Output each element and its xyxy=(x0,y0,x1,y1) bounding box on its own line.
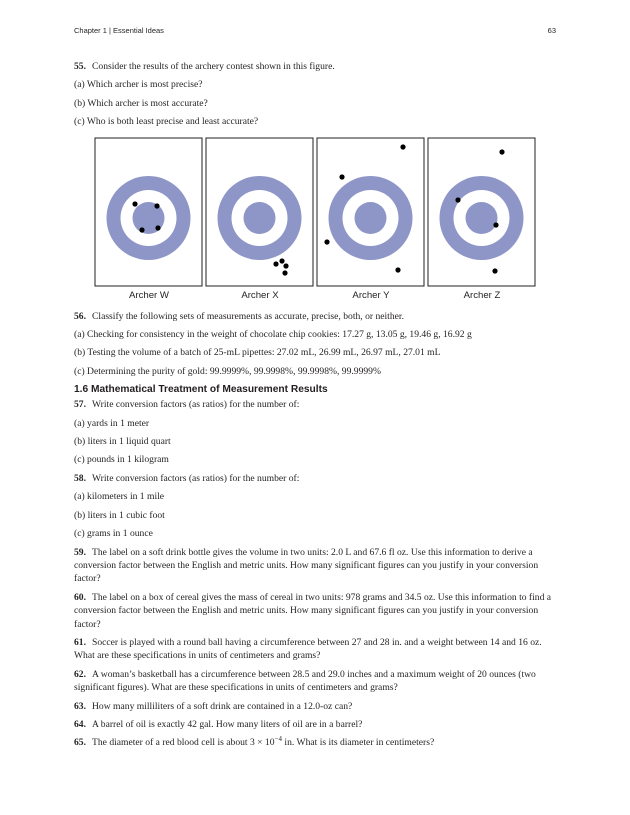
arrow-hit xyxy=(139,227,144,232)
arrow-hit xyxy=(273,261,278,266)
question-text: Write conversion factors (as ratios) for the number of: xyxy=(92,472,300,484)
arrow-hit xyxy=(154,203,159,208)
arrow-hit xyxy=(283,263,288,268)
archery-targets-figure xyxy=(74,134,557,306)
archer-w-label: Archer W xyxy=(129,289,169,301)
target-archer-x xyxy=(206,138,313,286)
arrow-hit xyxy=(132,201,137,206)
arrow-hit xyxy=(493,222,498,227)
question-part-a: (a) Which archer is most precise? xyxy=(74,79,203,91)
target-archer-z xyxy=(428,138,535,286)
arrow-hit xyxy=(282,270,287,275)
arrow-hit xyxy=(455,197,460,202)
question-60 xyxy=(74,591,557,631)
archery-targets-svg xyxy=(74,134,557,306)
arrow-hit xyxy=(324,239,329,244)
question-text: How many milliliters of a soft drink are contained in a 12.0-oz can? xyxy=(92,700,353,712)
question-text: Classify the following sets of measurements as accurate, precise, both, or neither. xyxy=(92,310,404,322)
question-62 xyxy=(74,668,557,695)
arrow-hit xyxy=(395,267,400,272)
question-number: 56. xyxy=(74,310,86,322)
question-57 xyxy=(74,398,557,411)
question-text: A woman’s basketball has a circumference between 28.5 and 29.0 inches and a maximum weight of 20 ounces (two significant figures). What are these specifications in units of centimeters and grams? xyxy=(74,668,536,694)
bullseye xyxy=(244,202,276,234)
question-text-end: in. What is its diameter in centimeters? xyxy=(282,737,435,749)
question-55 xyxy=(74,60,557,73)
question-65 xyxy=(74,736,557,749)
question-number: 57. xyxy=(74,399,86,411)
arrow-hit xyxy=(492,268,497,273)
question-number: 59. xyxy=(74,546,86,558)
question-text: The diameter of a red blood cell is about 3 × 10 xyxy=(92,737,275,749)
question-part-c: (c) pounds in 1 kilogram xyxy=(74,454,169,466)
question-part-c: (c) grams in 1 ounce xyxy=(74,528,153,540)
question-58 xyxy=(74,472,557,485)
page-number: 63 xyxy=(547,26,556,35)
question-number: 63. xyxy=(74,700,86,712)
question-part-c: (c) Determining the purity of gold: 99.9999%, 99.9998%, 99.9998%, 99.9999% xyxy=(74,365,381,377)
question-number: 65. xyxy=(74,737,86,749)
question-number: 60. xyxy=(74,591,86,603)
bullseye xyxy=(355,202,387,234)
arrow-hit xyxy=(339,174,344,179)
question-56 xyxy=(74,310,557,323)
question-part-b: (b) Which archer is most accurate? xyxy=(74,97,208,109)
question-part-b: (b) liters in 1 liquid quart xyxy=(74,436,171,448)
section-heading: 1.6 Mathematical Treatment of Measurement Results xyxy=(74,384,328,396)
target-archer-y xyxy=(317,138,424,286)
question-text: The label on a soft drink bottle gives the volume in two units: 2.0 L and 67.6 fl oz. Use this information to derive a conversion factor between the English and metric units. How many significant figures can you justify in your conversion factor? xyxy=(74,546,539,585)
exponent: −4 xyxy=(274,735,283,744)
archer-y-label: Archer Y xyxy=(352,289,390,301)
archer-z-label: Archer Z xyxy=(463,289,501,301)
question-number: 55. xyxy=(74,61,86,72)
arrow-hit xyxy=(279,258,284,263)
question-text: Soccer is played with a round ball having a circumference between 27 and 28 in. and a weight between 14 and 16 oz. What are these specifications in units of centimeters and grams? xyxy=(74,636,542,662)
arrow-hit xyxy=(155,225,160,230)
arrow-hit xyxy=(400,144,405,149)
question-part-a: (a) Checking for consistency in the weight of chocolate chip cookies: 17.27 g, 13.05 g, 19.46 g, 16.92 g xyxy=(74,329,472,341)
target-archer-w xyxy=(95,138,202,286)
question-number: 61. xyxy=(74,636,86,648)
question-63 xyxy=(74,700,557,713)
page-content xyxy=(74,60,557,755)
question-64 xyxy=(74,718,557,731)
question-text: The label on a box of cereal gives the mass of cereal in two units: 978 grams and 34.5 oz. Use this information to find a conversion factor between the English and metric units. How many significant figures can you justify in your conversion factor? xyxy=(74,591,552,630)
question-59 xyxy=(74,546,557,586)
archer-x-label: Archer X xyxy=(241,289,279,301)
question-text: A barrel of oil is exactly 42 gal. How many liters of oil are in a barrel? xyxy=(92,718,363,730)
question-part-b: (b) Testing the volume of a batch of 25-mL pipettes: 27.02 mL, 26.99 mL, 26.97 mL, 27.01 mL xyxy=(74,347,441,359)
question-part-a: (a) kilometers in 1 mile xyxy=(74,491,165,503)
question-part-c: (c) Who is both least precise and least accurate? xyxy=(74,116,259,128)
running-header-chapter: Chapter 1 | Essential Ideas xyxy=(74,26,164,35)
question-text: Write conversion factors (as ratios) for the number of: xyxy=(92,399,300,411)
question-number: 58. xyxy=(74,472,86,484)
question-61 xyxy=(74,636,557,663)
bullseye xyxy=(466,202,498,234)
question-text: Consider the results of the archery contest shown in this figure. xyxy=(92,61,335,72)
question-part-a: (a) yards in 1 meter xyxy=(74,417,150,429)
question-number: 62. xyxy=(74,668,86,680)
arrow-hit xyxy=(499,149,504,154)
question-number: 64. xyxy=(74,718,86,730)
question-part-b: (b) liters in 1 cubic foot xyxy=(74,509,165,521)
